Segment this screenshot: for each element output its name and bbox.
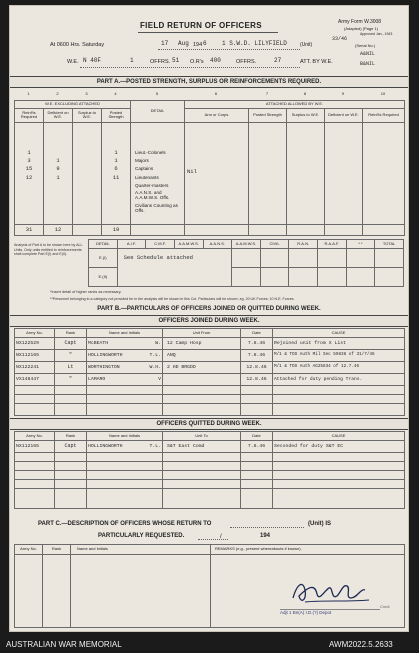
cause: M/1 & TOS Auth Mil Sec 59838 of 31/7/46 — [273, 350, 405, 362]
offrs-label-2: OFFRS. — [236, 59, 257, 65]
cell: 1 — [114, 148, 118, 156]
archive-footer — [0, 636, 419, 653]
cell: 1 — [27, 148, 31, 156]
at-label: At 0600 Hrs. Saturday — [50, 42, 105, 48]
schedule-note: See Schedule attached — [117, 249, 232, 268]
rank: Lt — [55, 362, 87, 374]
detail-item: Quarter-masters — [135, 182, 169, 188]
army-no: NX122529 — [15, 338, 55, 350]
col-header: Posted Strength — [102, 108, 131, 122]
col-header: Deficient on W.E. — [44, 108, 73, 122]
col-header: Reinf'ts Required — [15, 108, 44, 122]
table-row — [15, 362, 405, 374]
date-day: 17 — [161, 40, 169, 47]
col-header: Unit From — [163, 329, 241, 338]
name: LAMARO V — [87, 374, 163, 386]
col-header: Surplus to W.E. — [73, 108, 102, 122]
col-header: Rank — [43, 545, 71, 555]
ors-value-2: 27 — [274, 57, 282, 64]
we-value: N 40F — [83, 57, 102, 64]
army-no: NX112165 — [15, 441, 55, 453]
table-row — [15, 441, 405, 453]
we-excluding-attached: W.E. EXCLUDING ATTACHED — [15, 101, 131, 109]
ors-label: O.R's — [190, 59, 204, 65]
col-header: Unit To — [163, 432, 241, 441]
analysis-header: A.A.M.W.S. — [174, 240, 203, 249]
analysis-header: R.A.A.F. — [318, 240, 347, 249]
cause: Seconded for duty S&T EC — [273, 441, 405, 453]
serial-value: 33/46 — [332, 36, 348, 42]
att-reinf-col — [363, 122, 405, 224]
cause: M/1 & TOS Auth AG25834 of 12.7.46 — [273, 362, 405, 374]
cmdt-label: Cmdt — [380, 604, 390, 609]
joined-table — [14, 328, 404, 416]
col-header: CAUSE — [273, 432, 405, 441]
attached-allowed: ATTACHED ALLOWED BY W.E. — [185, 101, 405, 109]
offrs-value: 51 — [172, 57, 180, 64]
att-posted-col — [249, 122, 287, 224]
part-a-table — [14, 100, 404, 236]
surplus-col — [73, 122, 102, 224]
cell: 1 — [56, 157, 60, 165]
detail-col — [131, 122, 185, 224]
unit: 12 Camp Hosp — [163, 338, 241, 350]
offrs-label: OFFRS. — [150, 59, 171, 65]
att-label: ATT. BY W.E. — [300, 59, 333, 65]
detail-item: Civilians Counting as Offs. — [135, 203, 178, 214]
cell: 12 — [25, 173, 33, 181]
col-header: Date — [241, 329, 273, 338]
unit-label: (Unit) — [300, 42, 313, 48]
col-header: Surplus to W.E. — [287, 108, 325, 122]
analysis-row-label: E.(I) — [89, 249, 118, 268]
analysis-header: TOTAL — [375, 240, 404, 249]
quitted-table — [14, 431, 404, 509]
year-digit: 6 — [203, 40, 207, 47]
part-c-heading-a: PART C.—DESCRIPTION OF OFFICERS WHOSE RETURN TO — [38, 521, 212, 527]
deficient-col — [44, 122, 73, 224]
signature-caption: Adjt 1 Bn(A) I.D.(?) Depot — [280, 610, 332, 615]
ar-code: A&NIL — [360, 51, 376, 57]
footnote-2: **Personnel belonging to a category not provided for in the analysis will be shown in this Col. Particulars will be shown, eg. 20 UK Forces; 10 N.E. Forces. — [50, 297, 295, 301]
detail-item: Lieutenants — [135, 174, 159, 180]
date: 12.8.46 — [241, 362, 273, 374]
cause: Rejoined unit from X List — [273, 338, 405, 350]
col-number: 9 — [341, 91, 345, 97]
name: HOLLINGWORTH T.L. — [87, 441, 163, 453]
we-num: 1 — [130, 57, 134, 64]
rank: Capt — [55, 441, 87, 453]
form-approved: Approved Jan., 1943 — [360, 32, 393, 36]
cell: 11 — [112, 173, 120, 181]
col-header: Name and Initials — [87, 329, 163, 338]
col-header: Deficient on W.E. — [325, 108, 363, 122]
name: WORTHINGTON W.H. — [87, 362, 163, 374]
cell — [45, 149, 71, 157]
col-header: Reinf'ts Required — [363, 108, 405, 122]
total-reinforcements: 31 — [15, 225, 44, 236]
table-row — [15, 338, 405, 350]
cell: 3 — [27, 157, 31, 165]
cell: 1 — [114, 157, 118, 165]
col-header: Rank — [55, 432, 87, 441]
unit: S&T East Comd — [163, 441, 241, 453]
analysis-note: Analysis of Part A to be shown here by ALL Units. Only units entitled to reinforcements shall complete Part E(I) and E(II). — [14, 243, 83, 257]
rank: " — [55, 374, 87, 386]
army-no: VX148447 — [15, 374, 55, 386]
col-header: Arm or Corps — [185, 108, 249, 122]
col-number: 7 — [265, 91, 269, 97]
footnote-1: *Insert detail of higher ranks as necessary. — [50, 290, 122, 294]
column-numbers — [14, 90, 404, 99]
part-a-heading: PART A.—POSTED STRENGTH, SURPLUS OR REINFORCEMENTS REQUIRED. — [10, 76, 408, 88]
army-no: NX122241 — [15, 362, 55, 374]
col-header: Army No. — [15, 432, 55, 441]
year-prefix: 194 — [193, 42, 203, 48]
cell: 15 — [25, 165, 33, 173]
unit: 2 HD BRGDD — [163, 362, 241, 374]
analysis-header: C.M.F. — [146, 240, 175, 249]
col-header: Name and Initials — [87, 432, 163, 441]
analysis-row-label: E.(II) — [89, 268, 118, 287]
date: 7.8.46 — [241, 350, 273, 362]
cause: Attached for duty pending Trans. — [273, 374, 405, 386]
detail-item: Captains — [135, 166, 154, 172]
detail-item: A.A.N.S. and A.A.M.W.S. Offs. — [135, 190, 170, 201]
unit — [163, 374, 241, 386]
col-number: 3 — [85, 91, 88, 97]
total-surplus — [73, 225, 102, 236]
detail-item: Majors — [135, 158, 149, 164]
col-header: Rank — [55, 329, 87, 338]
posted-col — [102, 122, 131, 224]
date: 7.8.46 — [241, 338, 273, 350]
joined-heading: OFFICERS JOINED DURING WEEK. — [10, 315, 408, 327]
analysis-table — [88, 239, 404, 287]
part-c-heading-c: PARTICULARLY REQUESTED. — [98, 533, 185, 539]
name: HOLLINGWORTH T.L. — [87, 350, 163, 362]
att-surplus-col — [287, 122, 325, 224]
part-b-heading: PART B.—PARTICULARS OF OFFICERS JOINED OR QUITTED DURING WEEK. — [97, 306, 321, 312]
arm-value: Nil — [187, 167, 197, 175]
name: McBEATH W. — [87, 338, 163, 350]
total-posted: 19 — [102, 225, 131, 236]
col-number: 8 — [303, 91, 307, 97]
army-no: NX112165 — [15, 350, 55, 362]
analysis-header: A.A.M.W.S. — [232, 240, 261, 249]
col-number: 1 — [27, 91, 30, 97]
cell: 6 — [114, 165, 118, 173]
serial-label: (Serial No.) — [355, 43, 376, 48]
analysis-header: R.A.N. — [289, 240, 318, 249]
ors-value: 400 — [210, 57, 221, 64]
analysis-header: * * — [346, 240, 375, 249]
reinforcements-col — [15, 122, 44, 224]
col-header: Name and Initials — [71, 545, 211, 555]
part-c-year: 194 — [260, 533, 271, 539]
col-header: Date — [241, 432, 273, 441]
rank: " — [55, 350, 87, 362]
form-title: FIELD RETURN OF OFFICERS — [140, 21, 262, 30]
form-adapted: (Adapted) (Page 1) — [344, 26, 379, 31]
analysis-header: CIVIL — [260, 240, 289, 249]
date: 7.8.46 — [241, 441, 273, 453]
arm-corps-col — [185, 122, 249, 224]
col-header: CAUSE — [273, 329, 405, 338]
cell: 1 — [56, 173, 60, 181]
col-number: 10 — [380, 91, 386, 97]
archive-name: AUSTRALIAN WAR MEMORIAL — [6, 640, 122, 649]
field-return-form — [9, 5, 409, 632]
col-number: 4 — [114, 91, 117, 97]
part-c-heading-b: (Unit) IS — [308, 521, 331, 527]
signature — [285, 576, 375, 610]
we-label: W.E. — [67, 59, 79, 65]
date-month: Aug — [178, 40, 189, 47]
rank: Capt — [55, 338, 87, 350]
unit: ANQ — [163, 350, 241, 362]
table-row — [15, 350, 405, 362]
total-deficient: 12 — [44, 225, 73, 236]
col-header: Posted Strength — [249, 108, 287, 122]
analysis-header: A.I.F. — [117, 240, 146, 249]
date: 12.8.46 — [241, 374, 273, 386]
slash: / — [220, 534, 222, 540]
b-code: B&NIL — [360, 61, 376, 67]
analysis-header: DETAIL — [89, 240, 118, 249]
col-header: Army No. — [15, 545, 43, 555]
col-header: REMARKS (e.g., present whereabouts if known). — [211, 545, 405, 555]
col-number: 5 — [155, 91, 159, 97]
detail-item: Lieut.-Colonels — [135, 149, 166, 155]
col-number: 2 — [56, 91, 59, 97]
army-form-number: Army Form W.3008 — [338, 19, 382, 25]
col-number: 6 — [214, 91, 218, 97]
cell: 9 — [56, 165, 60, 173]
archive-ref: AWM2022.5.2633 — [329, 640, 393, 649]
att-deficient-col — [325, 122, 363, 224]
detail-header: DETAIL — [131, 101, 185, 123]
quitted-heading: OFFICERS QUITTED DURING WEEK. — [10, 418, 408, 430]
col-header: Army No. — [15, 329, 55, 338]
analysis-header: A.A.N.S. — [203, 240, 232, 249]
unit-name: 1 S.W.D. LILYFIELD — [222, 40, 287, 47]
table-row — [15, 374, 405, 386]
